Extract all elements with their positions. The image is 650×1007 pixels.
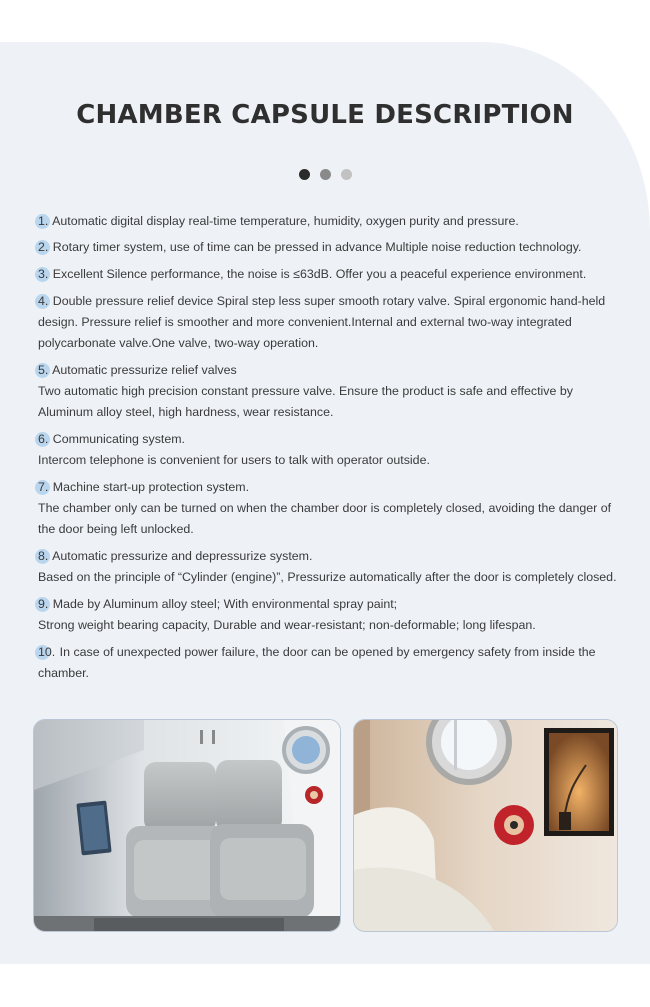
feature-list: [38, 211, 618, 690]
feature-item-3: [38, 264, 618, 285]
feature-number: 2.: [38, 237, 49, 258]
pager-dot-2[interactable]: [320, 169, 331, 180]
feature-item-9: [38, 594, 618, 636]
feature-text: Made by Aluminum alloy steel; With environmental spray paint;: [49, 597, 398, 611]
pager-dot-3[interactable]: [341, 169, 352, 180]
feature-number: 1.: [38, 211, 49, 232]
feature-item-5: [38, 360, 618, 423]
feature-text: Automatic pressurize and depressurize system.: [49, 549, 313, 563]
feature-number: 8.: [38, 546, 49, 567]
feature-item-6: [38, 429, 618, 471]
feature-number: 9.: [38, 594, 49, 615]
feature-detail: Based on the principle of “Cylinder (engine)”, Pressurize automatically after the door is completely closed.: [38, 570, 617, 584]
feature-text: Rotary timer system, use of time can be pressed in advance Multiple noise reduction technology.: [49, 240, 582, 254]
feature-detail: The chamber only can be turned on when the chamber door is completely closed, avoiding the danger of the door being left unlocked.: [38, 501, 612, 536]
feature-item-10: [38, 642, 618, 684]
feature-detail: Two automatic high precision constant pressure valve. Ensure the product is safe and effective by Aluminum alloy steel, high hardness, wear resistance.: [38, 384, 573, 419]
chamber-interior-seats-photo: [33, 719, 341, 932]
feature-detail: Strong weight bearing capacity, Durable and wear-resistant; non-deformable; long lifespan.: [38, 618, 536, 632]
feature-item-4: [38, 291, 618, 354]
feature-item-2: [38, 237, 618, 258]
feature-number: 5.: [38, 360, 49, 381]
feature-number: 4.: [38, 291, 49, 312]
feature-text: Automatic pressurize relief valves: [49, 363, 237, 377]
feature-text: Automatic digital display real-time temperature, humidity, oxygen purity and pressure.: [49, 214, 519, 228]
feature-text: Double pressure relief device Spiral step less super smooth rotary valve. Spiral ergonomic hand-held design. Pressure relief is smoother and more convenient.Internal and external two-way integrated polycarbonate valve.One valve, two-way operation.: [38, 294, 606, 350]
feature-text: Communicating system.: [49, 432, 185, 446]
feature-text: In case of unexpected power failure, the door can be opened by emergency safety from inside the chamber.: [38, 645, 596, 680]
feature-item-7: [38, 477, 618, 540]
feature-detail: Intercom telephone is convenient for users to talk with operator outside.: [38, 453, 430, 467]
pager-dots: [0, 169, 650, 180]
feature-text: Excellent Silence performance, the noise is ≤63dB. Offer you a peaceful experience environment.: [49, 267, 587, 281]
feature-number: 10.: [38, 642, 56, 663]
feature-number: 3.: [38, 264, 49, 285]
feature-text: Machine start-up protection system.: [49, 480, 250, 494]
chamber-porthole-photo: [353, 719, 618, 932]
pager-dot-1[interactable]: [299, 169, 310, 180]
page-title: CHAMBER CAPSULE DESCRIPTION: [76, 100, 574, 130]
feature-number: 6.: [38, 429, 49, 450]
feature-number: 7.: [38, 477, 49, 498]
feature-item-1: [38, 211, 618, 232]
feature-item-8: [38, 546, 618, 588]
